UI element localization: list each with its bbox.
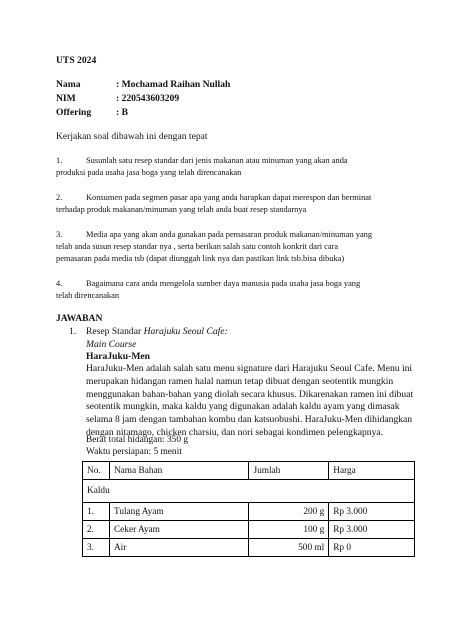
table-header-cell: Jumlah bbox=[249, 462, 329, 480]
table-header-cell: Nama Bahan bbox=[109, 462, 248, 480]
table-row bbox=[83, 521, 415, 539]
table-cell-no: 3. bbox=[83, 539, 110, 557]
description-line: seotentik mungkin, maka kaldu yang digunakan adalah kaldu ayam yang dimasak bbox=[86, 401, 400, 413]
identity-label-nim: NIM bbox=[56, 93, 76, 104]
table-section-label: Kaldu bbox=[83, 480, 415, 503]
table-cell-price: Rp 0 bbox=[329, 539, 415, 557]
table-cell-no: 1. bbox=[83, 503, 110, 521]
table-cell-no: 2. bbox=[83, 521, 110, 539]
answer-item-label-cafe: Harajuku Seoul Cafe: bbox=[143, 326, 228, 337]
question-text: produksi pada usaha jasa boga yang telah direncanakan bbox=[56, 168, 242, 177]
table-cell-price: Rp 3.000 bbox=[329, 521, 415, 539]
table-cell-price: Rp 3.000 bbox=[329, 503, 415, 521]
document-title: UTS 2024 bbox=[56, 55, 97, 66]
dish-name: HaraJuku-Men bbox=[86, 351, 150, 362]
identity-label-offering: Offering bbox=[56, 107, 92, 118]
question-text: Susunlah satu resep standar dari jenis makanan atau minuman yang akan anda bbox=[86, 156, 348, 165]
instruction-text: Kerjakan soal dibawah ini dengan tepat bbox=[56, 131, 208, 142]
table-cell-name: Tulang Ayam bbox=[109, 503, 248, 521]
table-section-row bbox=[83, 480, 415, 503]
question-number: 3. bbox=[56, 230, 63, 239]
table-cell-name: Ceker Ayam bbox=[109, 521, 248, 539]
table-row bbox=[83, 539, 415, 557]
description-line: merupakan hidangan ramen halal namun tetap dibuat dengan seotentik mungkin bbox=[86, 375, 394, 387]
question-text: pemasaran pada media tsb (dapat diunggah link nya dan pastikan link tsb.bisa dibuka) bbox=[56, 254, 345, 263]
identity-value-name: : Mochamad Raihan Nullah bbox=[116, 79, 231, 90]
answer-heading: JAWABAN bbox=[56, 313, 103, 324]
ingredients-table bbox=[82, 461, 415, 557]
question-text: Bagaimana cara anda mengelola sumber daya manusia pada usaha jasa boga yang bbox=[86, 279, 361, 288]
total-weight: Berat total hidangan: 350 g bbox=[86, 435, 189, 445]
prep-time: Waktu persiapan: 5 menit bbox=[86, 447, 182, 457]
dish-description bbox=[86, 363, 413, 440]
description-line: menggunakan bahan-bahan yang diolah secara khusus. Dikarenakan ramen ini dibuat bbox=[86, 388, 414, 400]
question-text: Konsumen pada segmen pasar apa yang anda harapkan dapat merespon dan berminat bbox=[86, 193, 372, 202]
table-header-cell: Harga bbox=[329, 462, 415, 480]
description-line: HaraJuku-Men adalah salah satu menu signature dari Harajuku Seoul Cafe. Menu ini bbox=[86, 363, 413, 374]
question-number: 1. bbox=[56, 156, 63, 165]
table-cell-qty: 500 ml bbox=[249, 539, 329, 557]
table-header-cell: No. bbox=[83, 462, 110, 480]
table-header-row bbox=[83, 462, 415, 480]
identity-value-offering: : B bbox=[116, 107, 128, 118]
question-text: telah anda susun resep standar nya , serta berikan salah satu contoh konkrit dari cara bbox=[56, 242, 339, 251]
table-cell-qty: 200 g bbox=[249, 503, 329, 521]
question-text: Media apa yang akan anda gunakan pada pemasaran produk makanan/minuman yang bbox=[86, 230, 373, 239]
question-number: 2. bbox=[56, 193, 63, 202]
course-label: Main Course bbox=[86, 339, 137, 350]
identity-label-name: Nama bbox=[56, 79, 81, 90]
answer-item-label: Resep Standar bbox=[86, 326, 144, 337]
identity-value-nim: : 220543603209 bbox=[116, 93, 180, 104]
description-line: selama 8 jam dengan tambahan kombu dan katsuobushi. HaraJuku-Men dihidangkan bbox=[86, 414, 413, 426]
question-text: telah direncanakan bbox=[56, 291, 120, 300]
question-number: 4. bbox=[56, 279, 63, 288]
question-text: terhadap produk makanan/minuman yang telah anda buat resep standarnya bbox=[56, 205, 307, 214]
table-row bbox=[83, 503, 415, 521]
table-cell-name: Air bbox=[109, 539, 248, 557]
table-cell-qty: 100 g bbox=[249, 521, 329, 539]
answer-item-number: 1. bbox=[69, 326, 77, 337]
answer-item-title bbox=[86, 326, 228, 337]
description-line: dengan nitamago, chicken charsiu, dan nori sebagai kondimen pelengkapnya. bbox=[86, 426, 384, 438]
